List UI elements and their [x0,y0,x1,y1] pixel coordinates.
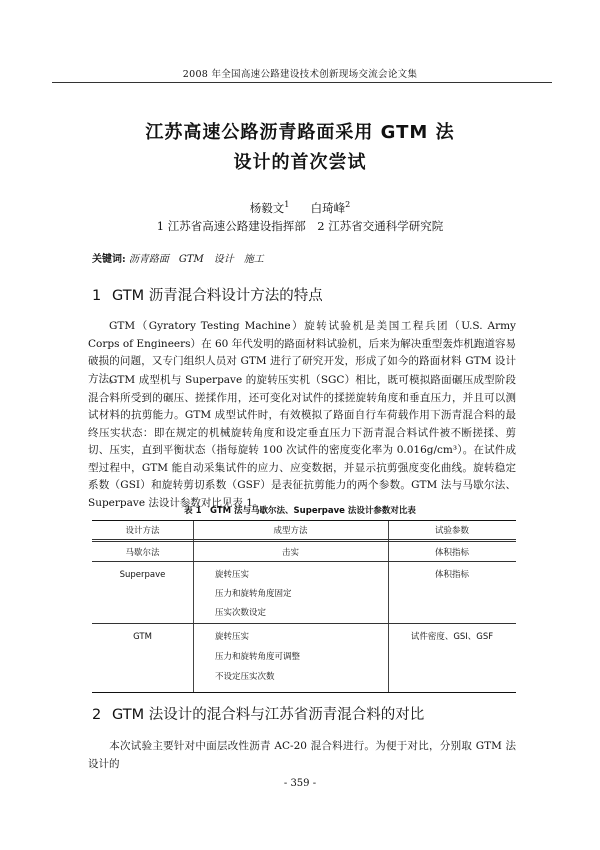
page-number: - 359 - [283,778,317,789]
table-cell-params: 试件密度、GSI、GSF [410,632,494,642]
keywords [92,250,264,265]
body-paragraph: GTM（Gyratory Testing Machine）旋转试验机是美国工程兵团（U.S. Army Corps of Engineers）在 60 年代发明的路面材料试验机，后来为解决重型轰炸机跑道容易破损的问题，又专门组织人员对 GTM 进行了研究开发，形成了如今的路面材料 GTM 设计方法。 [88,320,516,385]
section-heading-2 [92,703,424,724]
body-paragraph: GTM 成型机与 Superpave 的旋转压实机（SGC）相比，既可模拟路面碾压成型阶段混合料所受到的碾压、搓揉作用，还可变化对试件的揉搓旋转角度和垂直压力，并且可以测试材料的抗剪能力。GTM 成型试件时，有效模拟了路面自行车荷载作用下沥青混合料的最终压实状态：即在规定的机械旋转角度和设定垂直压力下沥青混合料试件被不断搓揉、剪切、压实，直到平衡状态（指每旋转 100 次试件的密度变化率为 0.016g/cm³）。在试件成型过程中，GTM 能自动采集试件的应力、应变数据，并显示抗剪强度变化曲线。旋转稳定系数（GSI）和旋转剪切系数（GSF）是表征抗剪能力的两个参数。GTM 法与马歇尔法、Superpave 法设计参数对比见表 1。 [88,374,516,509]
table-row-rule [92,623,516,624]
keywords-label: 关键词: [92,254,126,265]
affiliation-mark: 1 [284,200,290,210]
table-header-cell: 成型方法 [273,526,308,536]
table-row-rule [92,561,516,562]
table-cell-forming: 压实次数设定 [215,608,267,618]
paper-title-line-1: 江苏高速公路沥青路面采用 GTM 法 [145,122,455,143]
table-cell-forming: 压力和旋转角度可调整 [215,652,301,662]
header-rule [52,82,552,83]
section-title: GTM 沥青混合料设计方法的特点 [112,288,323,304]
table-cell-params: 体积指标 [434,548,469,558]
table-cell-forming: 不设定压实次数 [215,672,275,682]
section-heading-1 [92,284,323,305]
section-number: 1 [92,288,102,304]
affiliation-mark: 2 [345,200,351,210]
section-title: GTM 法设计的混合料与江苏省沥青混合料的对比 [112,707,425,723]
table-cell-method: GTM [133,632,152,642]
affiliations: 1 江苏省高速公路建设指挥部 2 江苏省交通科学研究院 [156,219,444,233]
table-cell-forming: 压力和旋转角度固定 [215,589,292,599]
comparison-table [92,520,516,693]
table-cell-method: Superpave [119,570,166,580]
author-name: 白琦峰 [310,201,346,215]
table-cell-forming: 击实 [281,548,299,558]
section-number: 2 [92,707,102,723]
table-cell-method: 马歇尔法 [125,548,160,558]
author-name: 杨毅文 [249,201,285,215]
table-caption: 表 1 GTM 法与马歇尔法、Superpave 法设计参数对比表 [184,506,416,516]
table-header-cell: 设计方法 [125,526,160,536]
table-cell-forming: 旋转压实 [215,632,250,642]
body-paragraph: 本次试验主要针对中面层改性沥青 AC-20 混合料进行。为便于对比，分别取 GTM 法设计的 [88,740,516,770]
running-header: 2008 年全国高速公路建设技术创新现场交流会论文集 [182,69,418,80]
paper-title-line-2: 设计的首次尝试 [233,152,367,173]
table-header-cell: 试验参数 [434,526,469,536]
author-list [0,200,600,216]
table-cell-forming: 旋转压实 [215,570,250,580]
table-cell-params: 体积指标 [434,570,469,580]
table-header-rule [92,539,516,542]
keywords-items: 沥青路面 GTM 设计 施工 [128,254,264,265]
